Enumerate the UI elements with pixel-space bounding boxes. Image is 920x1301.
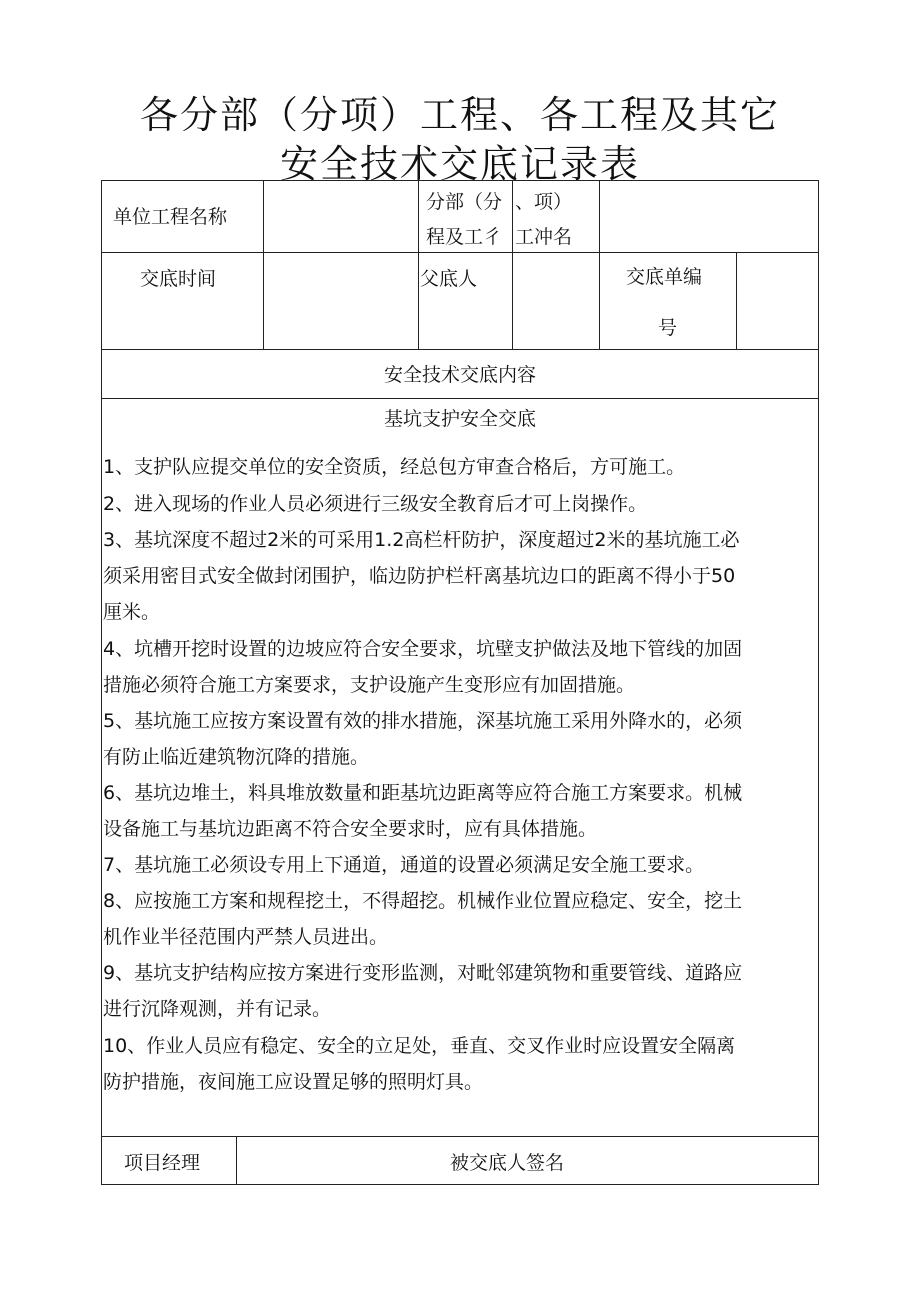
content-line: 厘米。: [103, 601, 161, 623]
sub-project-label-c: 程及工彳: [426, 226, 503, 248]
content-line: 10、作业人员应有稳定、安全的立足处，垂直、交叉作业时应设置安全隔离: [103, 1035, 736, 1057]
column-divider: [599, 180, 600, 252]
column-divider: [736, 252, 737, 349]
column-divider: [512, 180, 513, 252]
document-title-line1: 各分部（分项）工程、各工程及其它: [139, 93, 780, 137]
row-divider: [101, 349, 819, 350]
content-line: 2、进入现场的作业人员必须进行三级安全教育后才可上岗操作。: [103, 493, 648, 515]
content-line: 6、基坑边堆土，料具堆放数量和距基坑边距离等应符合施工方案要求。机械: [103, 782, 743, 804]
content-line: 防护措施，夜间施工应设置足够的照明灯具。: [103, 1071, 484, 1093]
sub-project-label-d: 工冲名: [515, 226, 573, 248]
handover-number-label-line1: 交底单编: [626, 266, 703, 288]
column-divider: [599, 252, 600, 349]
handover-number-label-line2: 号: [658, 317, 678, 339]
content-line: 进行沉降观测，并有记录。: [103, 998, 332, 1020]
handover-person-label: 父底人: [420, 268, 478, 290]
content-line: 9、基坑支护结构应按方案进行变形监测，对毗邻建筑物和重要管线、道路应: [103, 962, 743, 984]
content-line: 措施必须符合施工方案要求，支护设施产生变形应有加固措施。: [103, 674, 636, 696]
content-line: 1、支护队应提交单位的安全资质，经总包方审查合格后，方可施工。: [103, 456, 686, 478]
content-line: 3、基坑深度不超过2米的可采用1.2高栏杆防护，深度超过2米的基坑施工必: [103, 529, 740, 551]
signee-label: 被交底人签名: [450, 1152, 565, 1174]
document-title-line2: 安全技术交底记录表: [279, 142, 640, 186]
column-divider: [512, 252, 513, 349]
content-line: 7、基坑施工必须设专用上下通道，通道的设置必须满足安全施工要求。: [103, 854, 705, 876]
content-line: 机作业半径范围内严禁人员进出。: [103, 926, 389, 948]
content-line: 5、基坑施工应按方案设置有效的排水措施，深基坑施工采用外降水的，必须: [103, 710, 743, 732]
content-line: 4、坑槽开挖时设置的边坡应符合安全要求，坑壁支护做法及地下管线的加固: [103, 638, 743, 660]
section-title: 安全技术交底内容: [383, 364, 536, 386]
column-divider: [418, 180, 419, 349]
unit-project-label: 单位工程名称: [113, 206, 228, 228]
row-divider: [101, 1136, 819, 1137]
handover-time-label: 交底时间: [140, 268, 217, 290]
column-divider: [236, 1136, 237, 1185]
sub-project-label-b: 、项）: [515, 191, 573, 213]
content-line: 8、应按施工方案和规程挖土，不得超挖。机械作业位置应稳定、安全，挖土: [103, 890, 743, 912]
row-divider: [101, 252, 819, 253]
project-manager-label: 项目经理: [124, 1152, 201, 1174]
content-line: 有防止临近建筑物沉降的措施。: [103, 746, 370, 768]
row-divider: [101, 398, 819, 399]
content-line: 设备施工与基坑边距离不符合安全要求时，应有具体措施。: [103, 818, 598, 840]
sub-project-label-a: 分部（分: [426, 191, 503, 213]
content-heading: 基坑支护安全交底: [383, 408, 536, 430]
content-line: 须采用密目式安全做封闭围护，临边防护栏杆离基坑边口的距离不得小于50: [103, 565, 736, 587]
column-divider: [263, 180, 264, 349]
